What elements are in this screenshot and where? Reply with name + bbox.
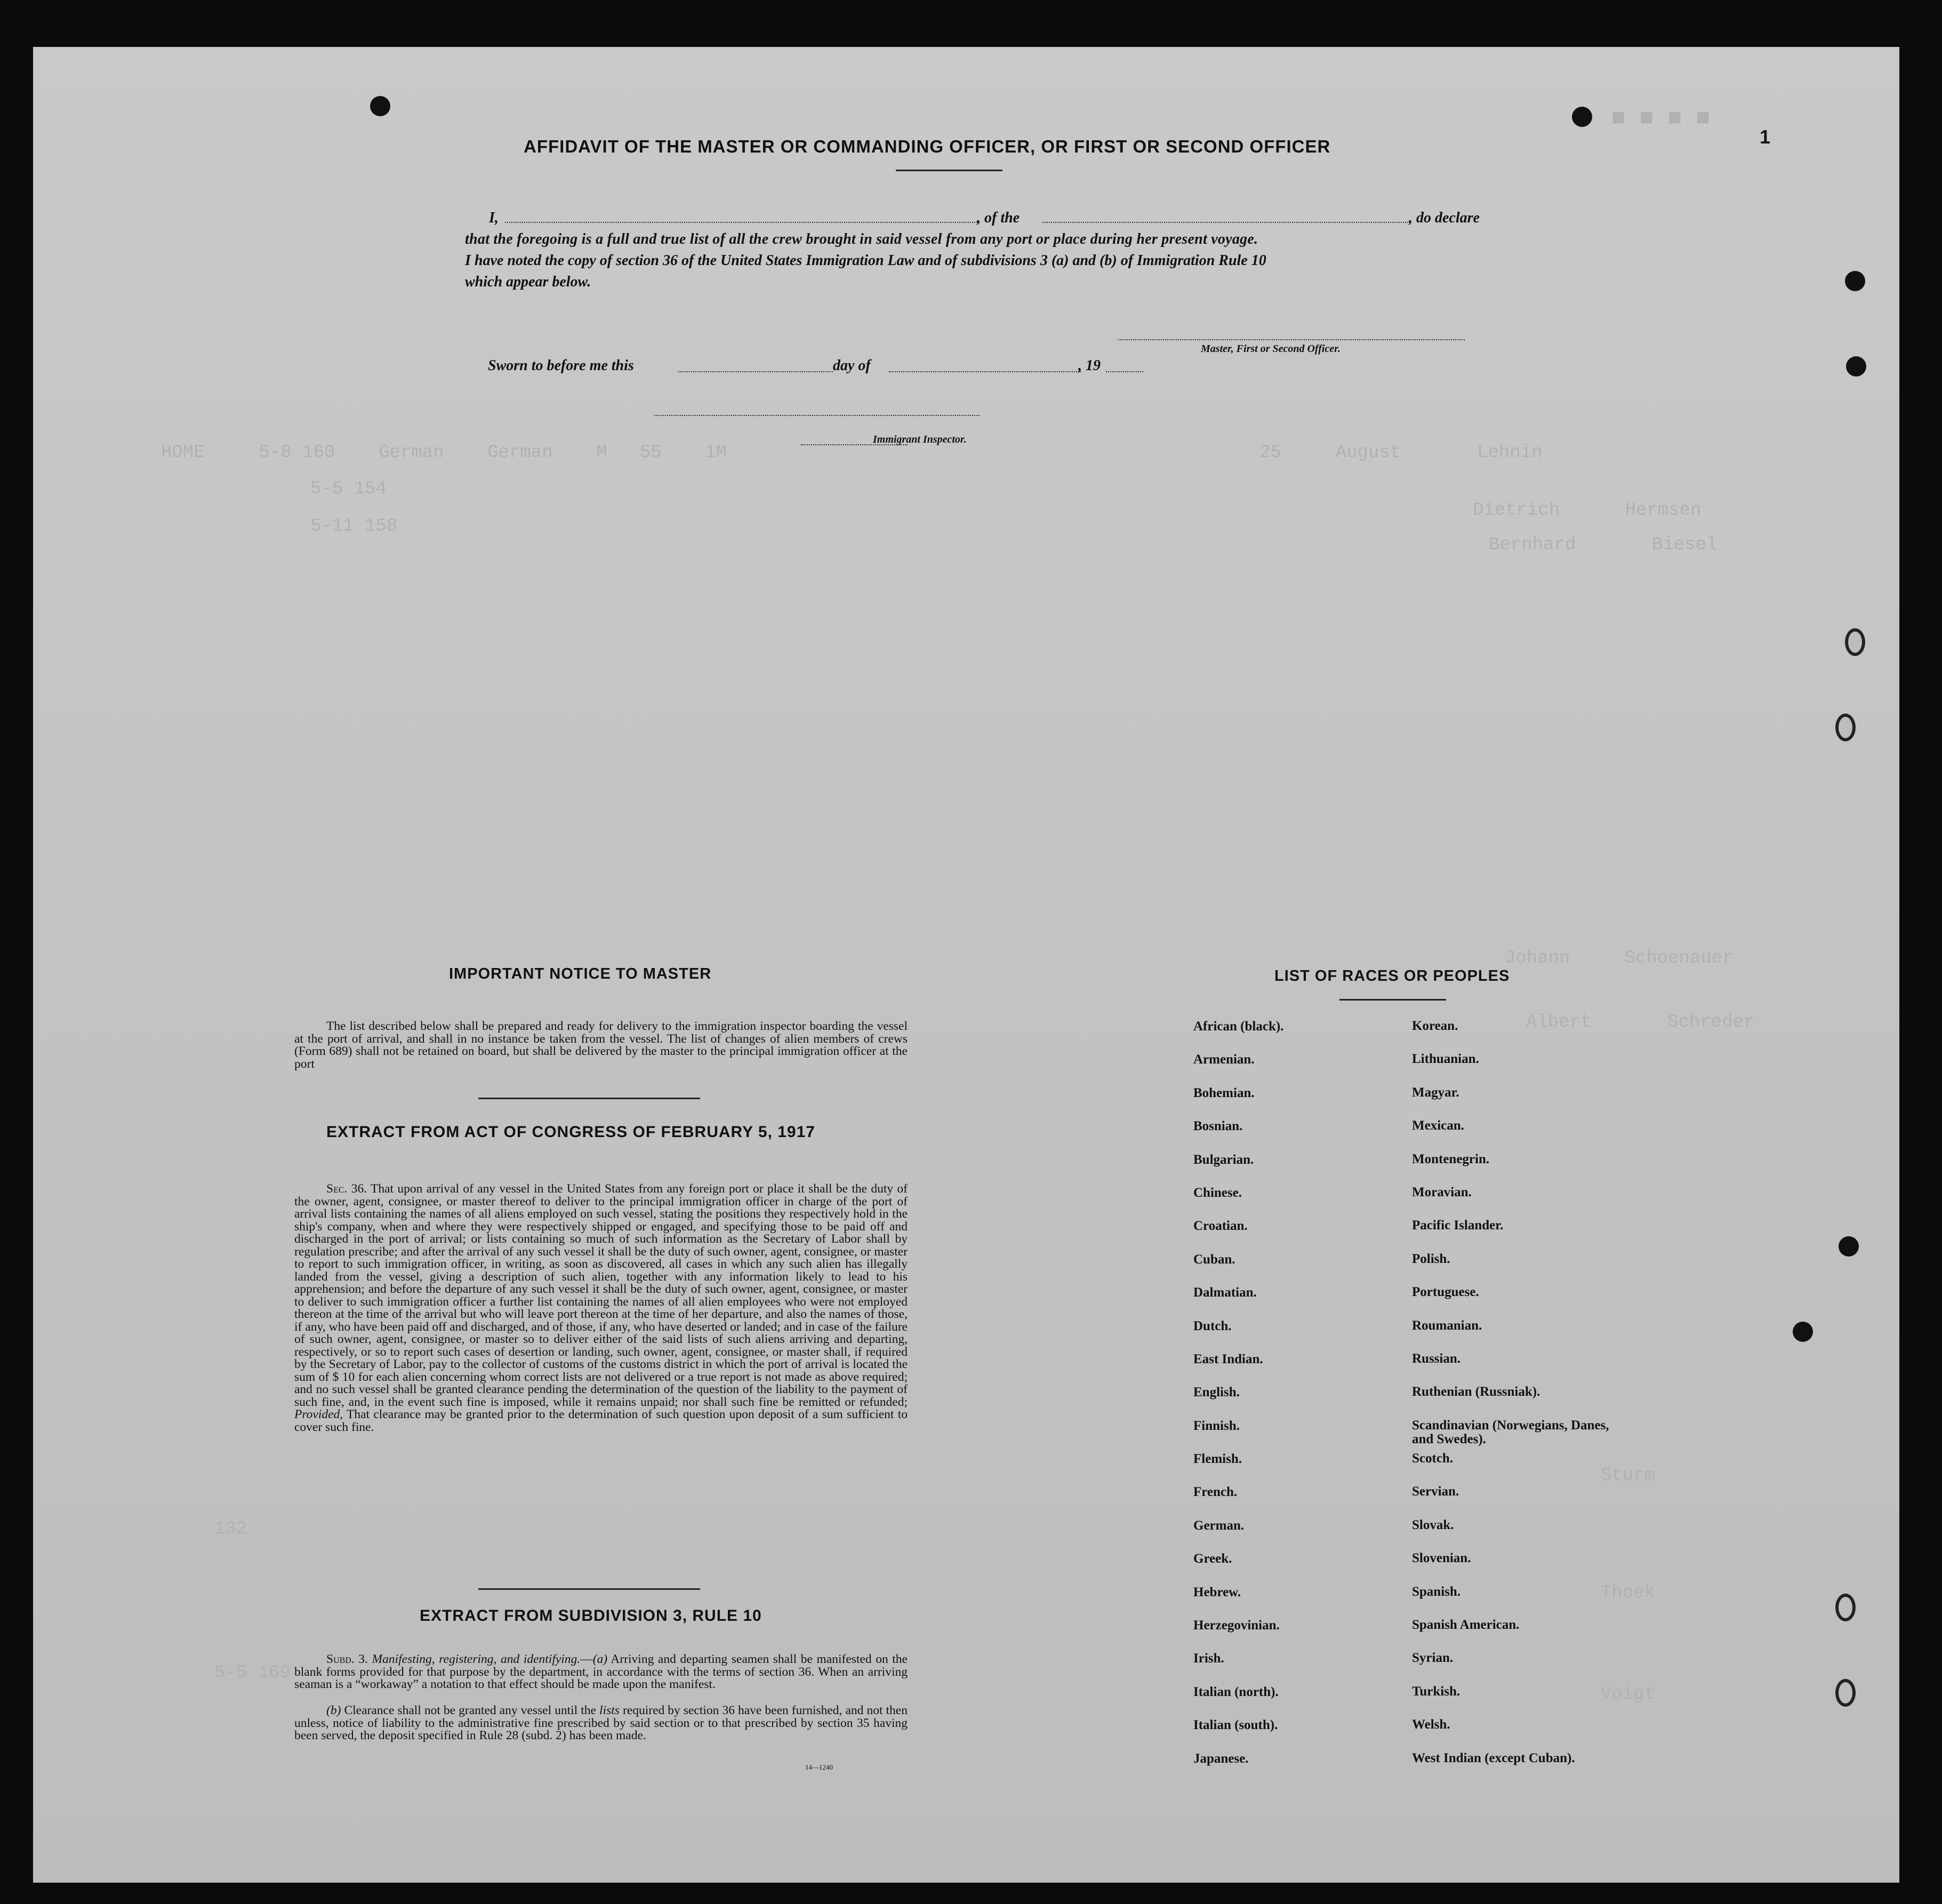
race-item: Scandinavian (Norwegians, Danes, and Swedes). (1412, 1418, 1609, 1446)
inspector-label: Immigrant Inspector. (873, 434, 967, 445)
divider (478, 1588, 700, 1590)
para-a-body: Arriving and departing seamen shall be manifested on the blank forms provided for that purpose by the department, in accordance with the terms of section 36. When an arriving seaman is a “workaway” a notation to that effect should be made upon the manifest. (294, 1653, 908, 1691)
race-item: Spanish American. (1412, 1618, 1520, 1633)
race-item: Mexican. (1412, 1118, 1464, 1133)
race-item: Finnish. (1193, 1418, 1240, 1433)
declaration-line-3: I have noted the copy of section 36 of the United States Immigration Law and of subdivisions 3 (a) and (b) of Immigration Rule 10 (465, 252, 1266, 269)
punch-hole (1835, 714, 1856, 741)
race-item: Portuguese. (1412, 1285, 1479, 1300)
declaration-i: I, (489, 210, 499, 226)
para-b-lists: lists (599, 1705, 620, 1717)
punch-hole (1835, 1679, 1856, 1707)
declaration-line-2: that the foregoing is a full and true list of all the crew brought in said vessel from any port or place during her present voyage. (465, 231, 1258, 247)
affidavit-title: AFFIDAVIT OF THE MASTER OR COMMANDING OFFICER, OR FIRST OR SECOND OFFICER (524, 137, 1331, 156)
race-item: Spanish. (1412, 1584, 1461, 1599)
act-section-36 (294, 1183, 908, 1562)
races-column-2 (1412, 1019, 1615, 1785)
inspector-blank (654, 415, 980, 416)
sworn-day-blank (678, 371, 833, 372)
race-item: Japanese. (1193, 1751, 1249, 1766)
section-label: Sec. 36. (326, 1183, 367, 1196)
race-item: Roumanian. (1412, 1318, 1482, 1333)
vessel-blank (1042, 222, 1410, 223)
declaration-declare: , do declare (1409, 210, 1480, 226)
act-title: EXTRACT FROM ACT OF CONGRESS OF FEBRUARY 5, 1917 (326, 1123, 815, 1141)
race-item: Magyar. (1412, 1085, 1459, 1100)
divider (478, 1098, 700, 1099)
page-mark: 1 (1760, 126, 1771, 148)
race-item: Scotch. (1412, 1451, 1454, 1466)
sworn-year-blank (1106, 371, 1143, 372)
punch-hole (1846, 356, 1866, 377)
race-item: Cuban. (1193, 1252, 1235, 1267)
race-item: Slovenian. (1412, 1551, 1471, 1566)
race-item: Croatian. (1193, 1219, 1248, 1234)
subd-title: Manifesting, registering, and identifying. (372, 1653, 581, 1666)
race-item: West Indian (except Cuban). (1412, 1750, 1575, 1765)
race-item: Greek. (1193, 1551, 1232, 1566)
race-item: English. (1193, 1385, 1240, 1400)
punch-hole (370, 96, 390, 116)
race-item: Lithuanian. (1412, 1052, 1479, 1067)
races-title: LIST OF RACES OR PEOPLES (1274, 967, 1510, 985)
para-b-pre: Clearance shall not be granted any vessel until the (344, 1705, 596, 1717)
form-number: 14—1240 (805, 1763, 833, 1771)
race-item: Herzegovinian. (1193, 1618, 1280, 1633)
punch-hole (1839, 1236, 1859, 1257)
para-b-post: required by section 36 have been furnished, and not then unless, notice of liability to the administrative fine prescribed by said section or to that prescribed by section 35 having been served, the deposit specified in Rule 28 (subd. 2) has been made. (294, 1705, 908, 1742)
race-item: Syrian. (1412, 1651, 1454, 1666)
race-item: Korean. (1412, 1019, 1458, 1033)
notice-body: The list described below shall be prepared and ready for delivery to the immigration inspector boarding the vessel at the port of arrival, and shall in no instance be taken from the vessel. The list of changes of alien members of crews (Form 689) shall not be retained on board, but shall be delivered by the master to the principal immigration officer at the port (294, 1020, 908, 1071)
rule-paragraph-a: Subd. 3. Manifesting, registering, and identifying.—(a) Arriving and departing seamen shall be manifested on the blank forms provided for that purpose by the department, in accordance with the terms of section 36. When an arriving seaman is a “workaway” a notation to that effect should be made upon the manifest. (294, 1653, 908, 1691)
race-item: Turkish. (1412, 1684, 1460, 1699)
provided-body: That clearance may be granted prior to the determination of such question upon deposit of a sum sufficient to cover such fine. (294, 1407, 908, 1434)
rule-title: EXTRACT FROM SUBDIVISION 3, RULE 10 (420, 1607, 762, 1625)
declaration-line-4: which appear below. (465, 274, 591, 290)
race-item: African (black). (1193, 1019, 1284, 1034)
punch-hole (1572, 107, 1592, 127)
race-item: Bulgarian. (1193, 1152, 1254, 1167)
race-item: Armenian. (1193, 1052, 1255, 1067)
sworn-label: Sworn to before me this (488, 357, 634, 374)
divider (896, 170, 1002, 171)
rule-paragraph-b (294, 1705, 908, 1756)
declaration-of-the: , of the (977, 210, 1020, 226)
year-label: , 19 (1078, 357, 1101, 374)
divider (1339, 999, 1446, 1001)
signature-blank (1118, 339, 1465, 340)
provided-label: Provided, (294, 1407, 343, 1421)
race-item: Welsh. (1412, 1717, 1450, 1732)
race-item: Hebrew. (1193, 1585, 1241, 1599)
day-of-label: day of (833, 357, 871, 374)
sworn-month-blank (889, 371, 1081, 372)
race-item: Montenegrin. (1412, 1151, 1490, 1166)
race-item: Dutch. (1193, 1318, 1232, 1333)
section-body: That upon arrival of any vessel in the United States from any foreign port or place it shall be the duty of the owner, agent, consignee, or master thereof to deliver to the principal immigration officer in charge of the port of arrival lists containing the names of all aliens employed on such vessel, stating the positions they respectively hold in the ship's company, when and where they were respectively shipped or engaged, and specifying those to be paid off and discharged in the port of arrival; or lists containing so much of such information as the Secretary of Labor shall by regulation prescribe; and after the arrival of any such vessel it shall be the duty of such owner, agent, consignee, or master to report to such immigration officer, in writing, as soon as discovered, all cases in which any such alien has illegally landed from the vessel, giving a description of such alien, together with any information likely to lead to his apprehension; and before the departure of any such vessel it shall be the duty of such owner, agent, consignee, or master to deliver to such immigration officer a further list containing the names of all alien employees who were not employed thereon at the time of the arrival but who will leave port thereon at the time of her departure, and also the names of those, if any, who have been paid off and discharged, and of those, if any, who have deserted or landed; and in case of the failure of such owner, agent, consignee, or master so to deliver either of the said lists of such aliens arriving and departing, respectively, or so to report such cases of desertion or landing, such owner, agent, consignee, or master shall, if required by the Secretary of Labor, pay to the collector of customs of the customs district in which the port of arrival is located the sum of $ 10 for each alien concerning whom correct lists are not delivered or a true report is not made as above required; and no such vessel shall be granted clearance pending the determination of the question of the liability to the payment of such fine, and, in the event such fine is imposed, while it remains unpaid; nor shall such fine be remitted or refunded; (294, 1183, 908, 1409)
race-item: Bosnian. (1193, 1119, 1243, 1134)
race-item: East Indian. (1193, 1351, 1263, 1366)
notice-title: IMPORTANT NOTICE TO MASTER (449, 965, 712, 982)
race-item: Russian. (1412, 1351, 1461, 1366)
race-item: Dalmatian. (1193, 1285, 1257, 1300)
subd-label: Subd. 3. (326, 1653, 368, 1666)
race-item: Servian. (1412, 1484, 1459, 1499)
race-item: Slovak. (1412, 1517, 1454, 1532)
race-item: French. (1193, 1485, 1238, 1500)
race-item: Polish. (1412, 1251, 1450, 1266)
punch-hole (1845, 271, 1865, 291)
race-item: Italian (south). (1193, 1718, 1278, 1733)
signature-label: Master, First or Second Officer. (1201, 343, 1341, 355)
para-a-label: (a) (592, 1653, 608, 1666)
punch-hole (1793, 1322, 1813, 1342)
race-item: Bohemian. (1193, 1085, 1255, 1100)
race-item: Moravian. (1412, 1185, 1472, 1199)
race-item: Flemish. (1193, 1452, 1242, 1467)
race-item: Irish. (1193, 1651, 1224, 1666)
race-item: German. (1193, 1518, 1245, 1533)
race-item: Chinese. (1193, 1185, 1242, 1200)
race-item: Italian (north). (1193, 1684, 1279, 1699)
para-b-label: (b) (326, 1705, 341, 1717)
punch-hole (1845, 628, 1865, 656)
document-page: ■ ■ ■ ■ HOME 5-8 160 German German M 55 1M 25 August Lehnin 5-5 154 5-11 158 Dietrich Hermsen Bernhard Biesel Johann Schoenauer Albert Schreder Sturm Thoek Voigt 132 5-5 169 1 AFFIDAVIT OF THE MASTER OR COMMANDING OFFICER, OR FIRST OR SECOND OFFICER I, , of the , do declare that the foregoing is a full and true list of all the crew brought in said vessel from any port or place during her present voyage. I have noted the copy of section 36 of the United States Immigration Law and of subdivisions 3 (a) and (b) of Immigration Rule 10 which appear below. Master, First or Second Officer. Sworn to before me this day of , 19 Immigrant Inspector. IMPORTANT NOTICE TO MASTER The list described below shall be prepared and ready for delivery to the immigration inspector boarding the vessel at the port of arrival, and shall in no instance be taken from the vessel. The list of changes of alien members of crews (Form 689) shall not be retained on board, but shall be delivered by the master to the principal immigration officer at the port EXTRACT FROM ACT OF CONGRESS OF FEBRUARY 5, 1917 Sec. 36. That upon arrival of any vessel in the United States from any foreign port or place it shall be the duty of the owner, agent, consignee, or master thereof to deliver to the principal immigration officer in charge of the port of arrival lists containing the names of all aliens employed on such vessel, stating the positions they respectively hold in the ship's company, when and where they were respectively shipped or engaged, and specifying those to be paid off and discharged in the port of arrival; or lists containing so much of such information as the Secretary of Labor shall by regulation prescribe; and after the arrival of any such vessel it shall be the duty of such owner, agent, consignee, or master to report to such immigration officer, in writing, as soon as discovered, all cases in which any such alien has illegally landed from the vessel, giving a description of such alien, together with any information likely to lead to his apprehension; and before the departure of any such vessel it shall be the duty of such owner, agent, consignee, or master to deliver to such immigration officer a further list containing the names of all alien employees who were not employed thereon at the time of the arrival but who will leave port thereon at the time of her departure, and also the names of those, if any, who have been paid off and discharged, and of those, if any, who have deserted or landed; and in case of the failure of such owner, agent, consignee, or master so to deliver either of the said lists of such aliens arriving and departing, respectively, or so to report such cases of desertion or landing, such owner, agent, consignee, or master shall, if required by the Secretary of Labor, pay to the collector of customs of the customs district in which the port of arrival is located the sum of $ 10 for each alien concerning whom correct lists are not delivered or a true report is not made as above required; and no such vessel shall be granted clearance pending the determination of the question of the liability to the payment of such fine, and, in the event such fine is imposed, while it remains unpaid; nor shall such fine be remitted or refunded; Provided, That clearance may be granted prior to the determination of such question upon deposit of a sum sufficient to cover such fine. EXTRACT FROM SUBDIVISION 3, RULE 10 Subd. 3. Manifesting, registering, and identifying.—(a) Arriving and departing seamen shall be manifested on the blank forms provided for that purpose by the department, in accordance with the terms of section 36. When an arriving seaman is a “workaway” a notation to that effect should be made upon the manifest. (b) Clearance shall not be granted any vessel until the lists required by section 36 have been furnished, and not then unless, notice of liability to the administrative fine prescribed by said section or to that prescribed by section 35 having been served, the deposit specified in Rule 28 (subd. 2) has been made. 14—1240 LIST OF RACES OR PEOPLES African (black). Armenian. Bohemian. Bosnian. Bulgarian. Chinese. Croatian. Cuban. Dalmatian. Dutch. East Indian. English. Finnish. Flemish. French. German. Greek. Hebrew. Herzegovinian. Irish. Italian (north). Italian (south). Japanese. Korean. Lithuanian. Magyar. Mexican. Montenegrin. Moravian. Pacific Islander. Polish. Portuguese. Roumanian. Russian. Ruthenian (Russniak). Scandinavian (Norwegians, Danes, and Swedes). Scotch. Servian. Slovak. Slovenian. Spanish. Spanish American. Syrian. Turkish. Welsh. West Indian (except Cuban). (33, 47, 1899, 1883)
races-column-1 (1193, 1019, 1283, 1785)
punch-hole (1835, 1594, 1856, 1621)
name-blank (505, 222, 980, 223)
race-item: Ruthenian (Russniak). (1412, 1385, 1540, 1399)
race-item: Pacific Islander. (1412, 1218, 1504, 1233)
